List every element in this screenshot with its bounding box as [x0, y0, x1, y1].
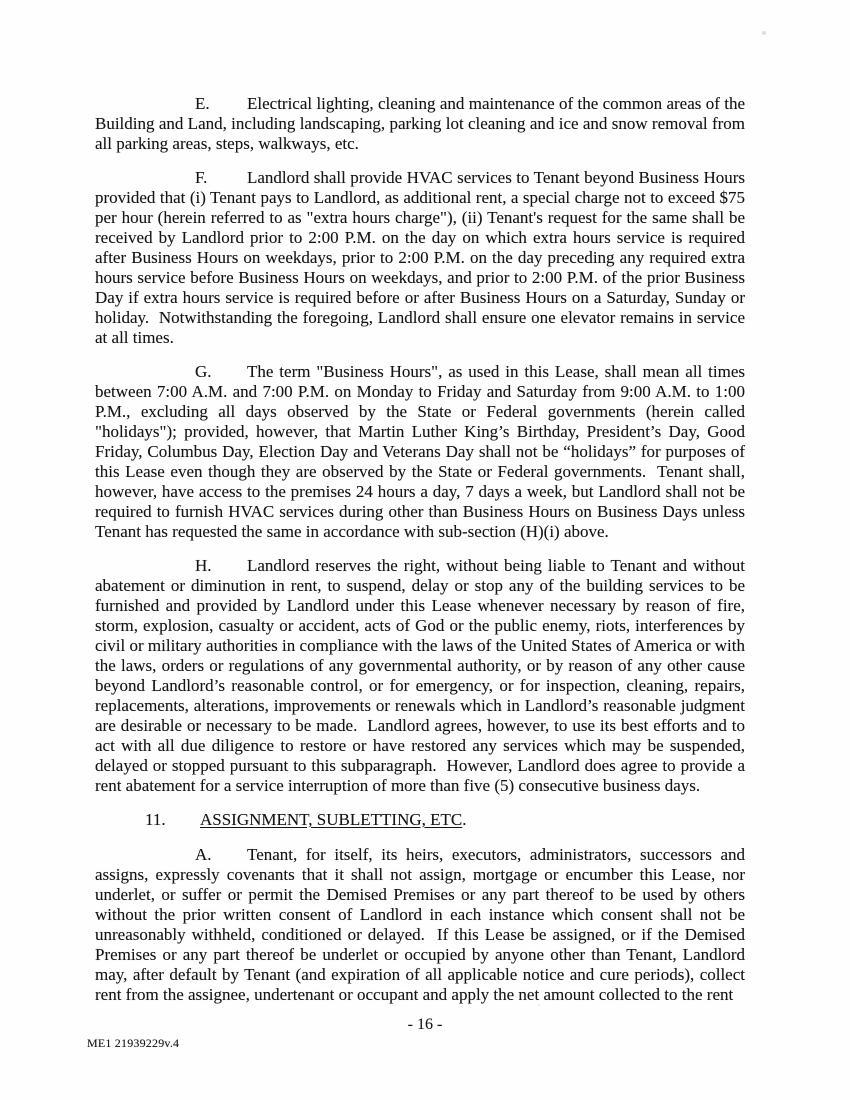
document-body	[95, 94, 745, 1019]
paragraph-f	[95, 168, 745, 348]
paragraph-text: Electrical lighting, cleaning and maintenance of the common areas of the Building and Land, including landscaping, parking lot cleaning and ice and snow removal from all parking areas, steps, walkways, etc.	[95, 94, 745, 153]
paragraph-text: Landlord reserves the right, without being liable to Tenant and without abatement or diminution in rent, to suspend, delay or stop any of the building services to be furnished and provided by Landlord under this Lease whenever necessary by reason of fire, storm, explosion, casualty or accident, acts of God or the public enemy, riots, interferences by civil or military authorities in compliance with the laws of the United States of America or with the laws, orders or regulations of any governmental authority, or by reason of any other cause beyond Landlord’s reasonable control, or for emergency, or for inspection, cleaning, repairs, replacements, alterations, improvements or renewals which in Landlord’s reasonable judgment are desirable or necessary to be made. Landlord agrees, however, to use its best efforts and to act with all due diligence to restore or have restored any services which may be suspended, delayed or stopped pursuant to this subparagraph. However, Landlord does agree to provide a rent abatement for a service interruption of more than five (5) consecutive business days.	[95, 556, 745, 795]
paragraph-label: E.	[195, 94, 210, 113]
paragraph-text: Landlord shall provide HVAC services to Tenant beyond Business Hours provided that (i) Tenant pays to Landlord, as additional rent, a special charge not to exceed $75 per hour (herein referred to as "extra hours charge"), (ii) Tenant's request for the same shall be received by Landlord prior to 2:00 P.M. on the day on which extra hours service is required after Business Hours on weekdays, prior to 2:00 P.M. on the day preceding any required extra hours service before Business Hours on weekdays, and prior to 2:00 P.M. of the prior Business Day if extra hours service is required before or after Business Hours on a Saturday, Sunday or holiday. Notwithstanding the foregoing, Landlord shall ensure one elevator remains in service at all times.	[95, 168, 745, 347]
paragraph-label: F.	[195, 168, 208, 187]
scan-speck	[762, 31, 766, 35]
paragraph-a	[95, 845, 745, 1005]
section-title: ASSIGNMENT, SUBLETTING, ETC	[200, 810, 463, 829]
paragraph-e	[95, 94, 745, 154]
paragraph-label: G.	[195, 362, 212, 381]
paragraph-label: H.	[195, 556, 212, 575]
section-11-heading	[95, 810, 745, 830]
paragraph-text: Tenant, for itself, its heirs, executors, administrators, successors and assigns, expressly covenants that it shall not assign, mortgage or encumber this Lease, nor underlet, or suffer or permit the Demised Premises or any part thereof to be used by others without the prior written consent of Landlord in each instance which consent shall not be unreasonably withheld, conditioned or delayed. If this Lease be assigned, or if the Demised Premises or any part thereof be underlet or occupied by anyone other than Tenant, Landlord may, after default by Tenant (and expiration of all applicable notice and cure periods), collect rent from the assignee, undertenant or occupant and apply the net amount collected to the rent	[95, 845, 745, 1004]
paragraph-g	[95, 362, 745, 542]
section-number: 11.	[145, 810, 166, 829]
paragraph-h	[95, 556, 745, 796]
page-number: - 16 -	[407, 1016, 443, 1033]
paragraph-text: The term "Business Hours", as used in this Lease, shall mean all times between 7:00 A.M. and 7:00 P.M. on Monday to Friday and Saturday from 9:00 A.M. to 1:00 P.M., excluding all days observed by the State or Federal governments (herein called "holidays"); provided, however, that Martin Luther King’s Birthday, President’s Day, Good Friday, Columbus Day, Election Day and Veterans Day shall not be “holidays” for purposes of this Lease even though they are observed by the State or Federal governments. Tenant shall, however, have access to the premises 24 hours a day, 7 days a week, but Landlord shall not be required to furnish HVAC services during other than Business Hours on Business Days unless Tenant has requested the same in accordance with sub-section (H)(i) above.	[95, 362, 745, 541]
document-control-number: ME1 21939229v.4	[87, 1036, 180, 1050]
section-title-period: .	[462, 810, 467, 829]
paragraph-label: A.	[195, 845, 212, 864]
